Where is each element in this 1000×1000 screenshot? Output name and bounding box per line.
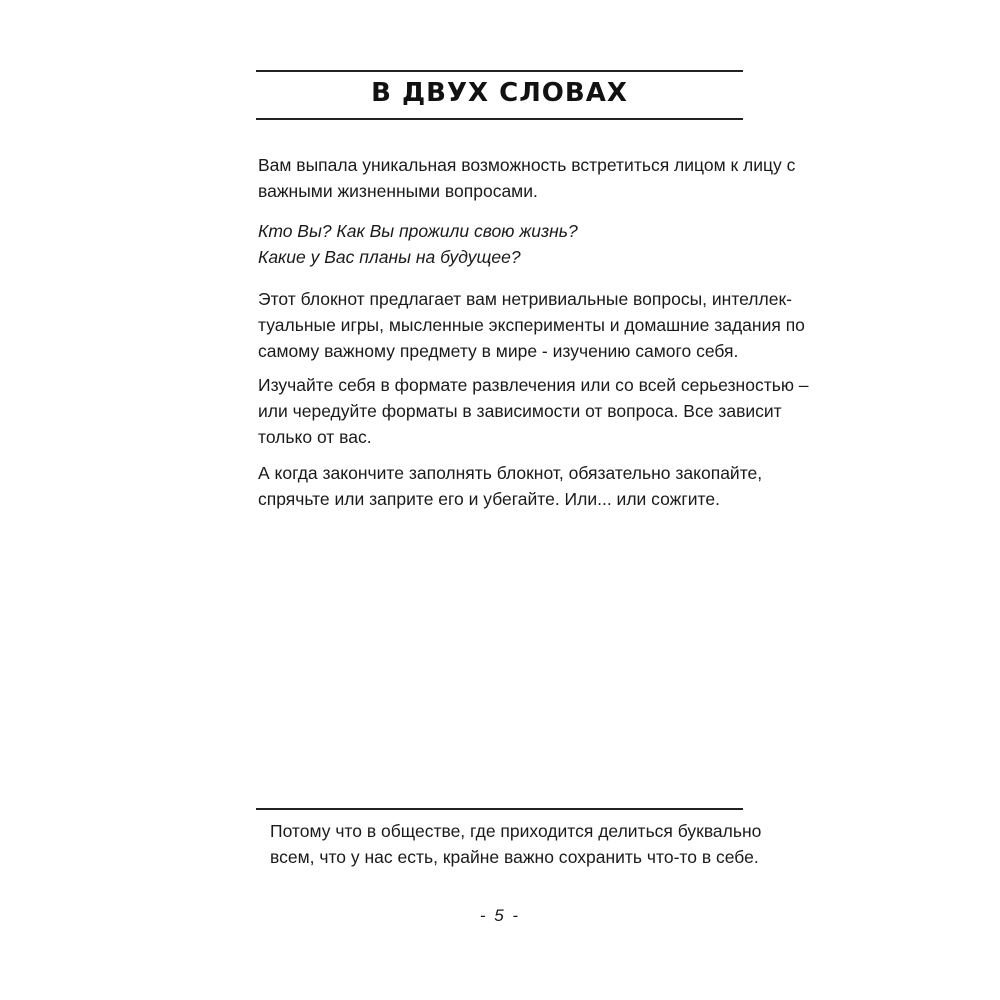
footnote-rule	[256, 808, 743, 810]
text-line: важными жизненными вопросами.	[258, 181, 538, 201]
text-line: Кто Вы? Как Вы прожили свою жизнь?	[258, 221, 578, 241]
text-line: самому важному предмету в мире - изучению самого себя.	[258, 341, 739, 361]
footnote	[270, 818, 762, 870]
text-line: спрячьте или заприте его и убегайте. Или... или сожгите.	[258, 489, 720, 509]
page-title: В ДВУХ СЛОВАХ	[371, 78, 628, 108]
text-line: Вам выпала уникальная возможность встретиться лицом к лицу с	[258, 155, 796, 175]
paragraph-finish	[258, 460, 763, 512]
footnote-line: Потому что в обществе, где приходится делиться буквально	[270, 821, 762, 841]
heading-bottom-rule	[256, 118, 743, 120]
paragraph-questions	[258, 218, 748, 270]
text-line: туальные игры, мысленные эксперименты и домашние задания по	[258, 315, 805, 335]
paragraph-intro	[258, 152, 796, 204]
heading-top-rule	[256, 70, 743, 72]
text-line: или чередуйте форматы в зависимости от вопроса. Все зависит	[258, 401, 782, 421]
paragraph-study	[258, 372, 809, 450]
text-line: только от вас.	[258, 427, 372, 447]
text-line: Этот блокнот предлагает вам нетривиальные вопросы, интеллек-	[258, 289, 792, 309]
text-line: Какие у Вас планы на будущее?	[258, 247, 521, 267]
paragraph-notebook	[258, 286, 805, 364]
text-line: А когда закончите заполнять блокнот, обязательно закопайте,	[258, 463, 763, 483]
page-number: - 5 -	[479, 906, 521, 925]
text-line: Изучайте себя в формате развлечения или со всей серьезностью –	[258, 375, 809, 395]
footnote-line: всем, что у нас есть, крайне важно сохранить что-то в себе.	[270, 847, 759, 867]
